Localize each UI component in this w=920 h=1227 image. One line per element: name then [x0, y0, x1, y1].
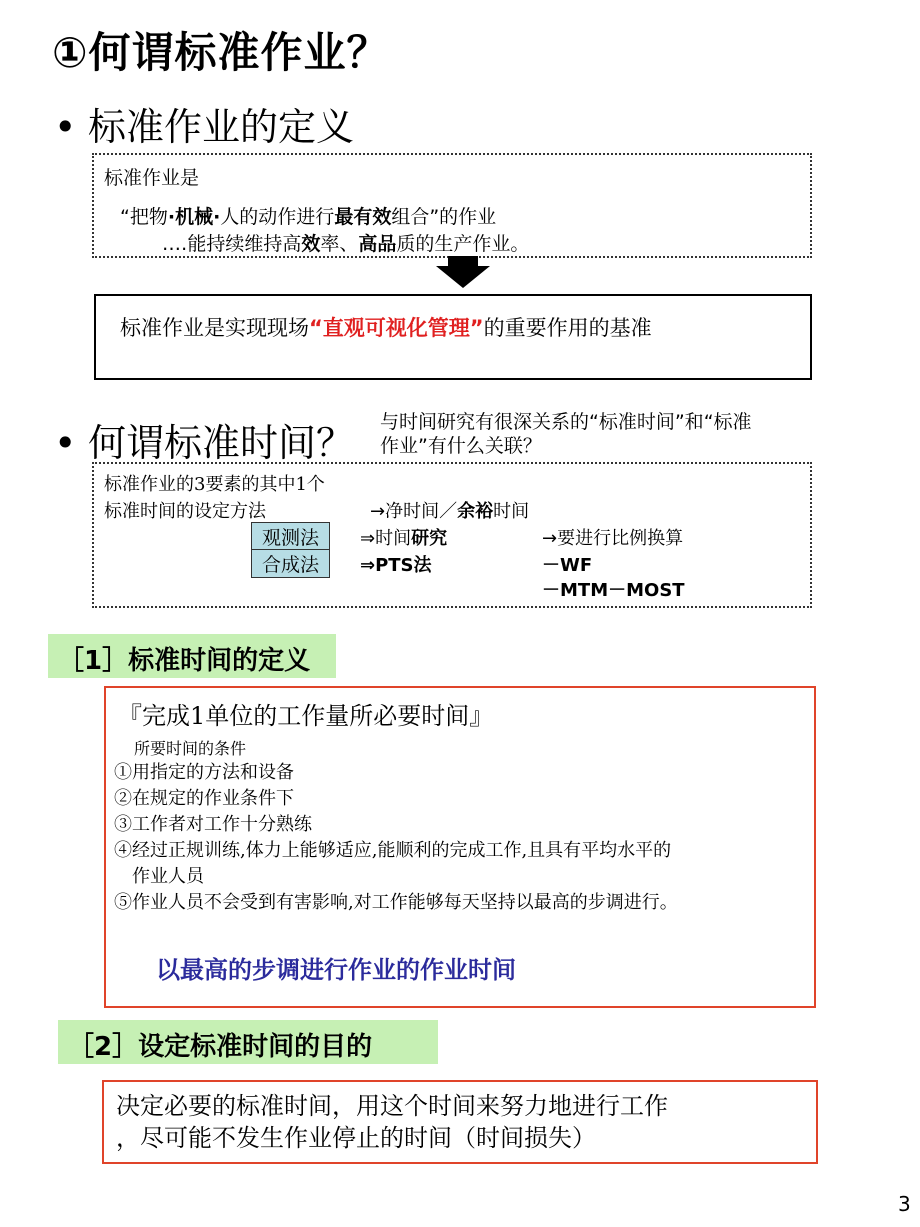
box-line-2-left: 标准时间的设定方法 [104, 501, 266, 522]
text-segment: 质的生产作业。 [396, 233, 530, 255]
highlight-text: “直观可视化管理” [309, 316, 484, 340]
condition-item: 作业人员 [114, 866, 204, 887]
method1-arrow [360, 524, 447, 550]
bullet-icon: • [54, 421, 77, 465]
text-segment: 效 [301, 233, 321, 255]
part2-box [102, 1080, 818, 1164]
note-line: 与时间研究有很深关系的“标准时间”和“标准 [380, 411, 752, 433]
method-tag-observation [251, 522, 330, 551]
text-segment: ⇒时间 [360, 528, 412, 549]
purpose-line: 决定必要的标准时间，用这个时间来努力地进行工作 [116, 1092, 668, 1120]
text-segment: 研究 [411, 528, 448, 549]
summary-text: 以最高的步调进行作业的作业时间 [156, 956, 516, 984]
text-segment: · [213, 206, 221, 228]
definition-line-1: 标准作业是 [104, 167, 200, 189]
method-tag: 合成法 [251, 549, 330, 578]
section-heading-standard-time [54, 412, 354, 467]
definition-line-2 [120, 202, 496, 229]
text-segment: 余裕 [457, 501, 494, 522]
text-segment: 机械 [175, 206, 214, 228]
method2-arrow: ⇒PTS法 [360, 555, 432, 576]
text-segment: “把物 [120, 206, 168, 228]
part1-label: ［1］标准时间的定义 [48, 634, 336, 678]
conditions-title: 所要时间的条件 [134, 739, 247, 758]
section-heading-text: 何谓标准时间？ [88, 421, 355, 465]
text-segment: 最有效 [334, 206, 392, 228]
page-number: 3 [898, 1192, 911, 1216]
text-segment: ‥‥能持续维持高 [162, 233, 302, 255]
part2-label: ［2］设定标准时间的目的 [58, 1020, 438, 1064]
text-segment: 人的动作进行 [220, 206, 335, 228]
definition-line-3 [162, 229, 529, 256]
text-segment: · [167, 206, 176, 228]
note-line: 作业”有什么关联？ [380, 435, 542, 457]
condition-item: ⑤作业人员不会受到有害影响,对工作能够每天坚持以最高的步调进行。 [114, 892, 678, 913]
text-segment: 时间 [493, 501, 530, 522]
purpose-text [116, 1090, 668, 1154]
bullet-icon: • [54, 105, 77, 149]
text-segment: 标准作业是实现现场 [120, 316, 309, 340]
text-segment: →净时间／ [370, 501, 458, 522]
definition-box [92, 153, 812, 258]
relation-note [380, 410, 752, 458]
condition-item: ③工作者对工作十分熟练 [114, 814, 312, 835]
method3-note: －MTM－MOST [542, 580, 685, 601]
condition-item: ④经过正规训练,体力上能够适应,能顺利的完成工作,且具有平均水平的 [114, 840, 672, 861]
page-title: ①何谓标准作业？ [52, 28, 390, 77]
method-tag-synthesis [251, 549, 330, 578]
conclusion-text [120, 312, 652, 342]
down-arrow-icon [436, 256, 490, 288]
text-segment: 高品 [358, 233, 397, 255]
definition-statement: 『完成1单位的工作量所必要时间』 [118, 702, 494, 730]
box-line-1: 标准作业的3要素的其中1个 [104, 474, 325, 495]
method1-note: →要进行比例换算 [542, 528, 684, 549]
condition-item: ②在规定的作业条件下 [114, 788, 294, 809]
purpose-line: ，尽可能不发生作业停止的时间（时间损失） [116, 1124, 596, 1152]
condition-item: ①用指定的方法和设备 [114, 762, 294, 783]
standard-time-box [92, 462, 812, 608]
section-heading-text: 标准作业的定义 [88, 105, 355, 149]
method2-note: －WF [542, 555, 593, 576]
conclusion-box [94, 294, 812, 380]
section-heading-definition [54, 96, 354, 151]
text-segment: 率、 [320, 233, 359, 255]
conditions-list [114, 760, 678, 916]
text-segment: 组合”的作业 [391, 206, 497, 228]
part1-box [104, 686, 816, 1008]
method-tag: 观测法 [251, 522, 330, 551]
text-segment: 的重要作用的基准 [483, 316, 652, 340]
box-line-2-right [370, 497, 529, 523]
